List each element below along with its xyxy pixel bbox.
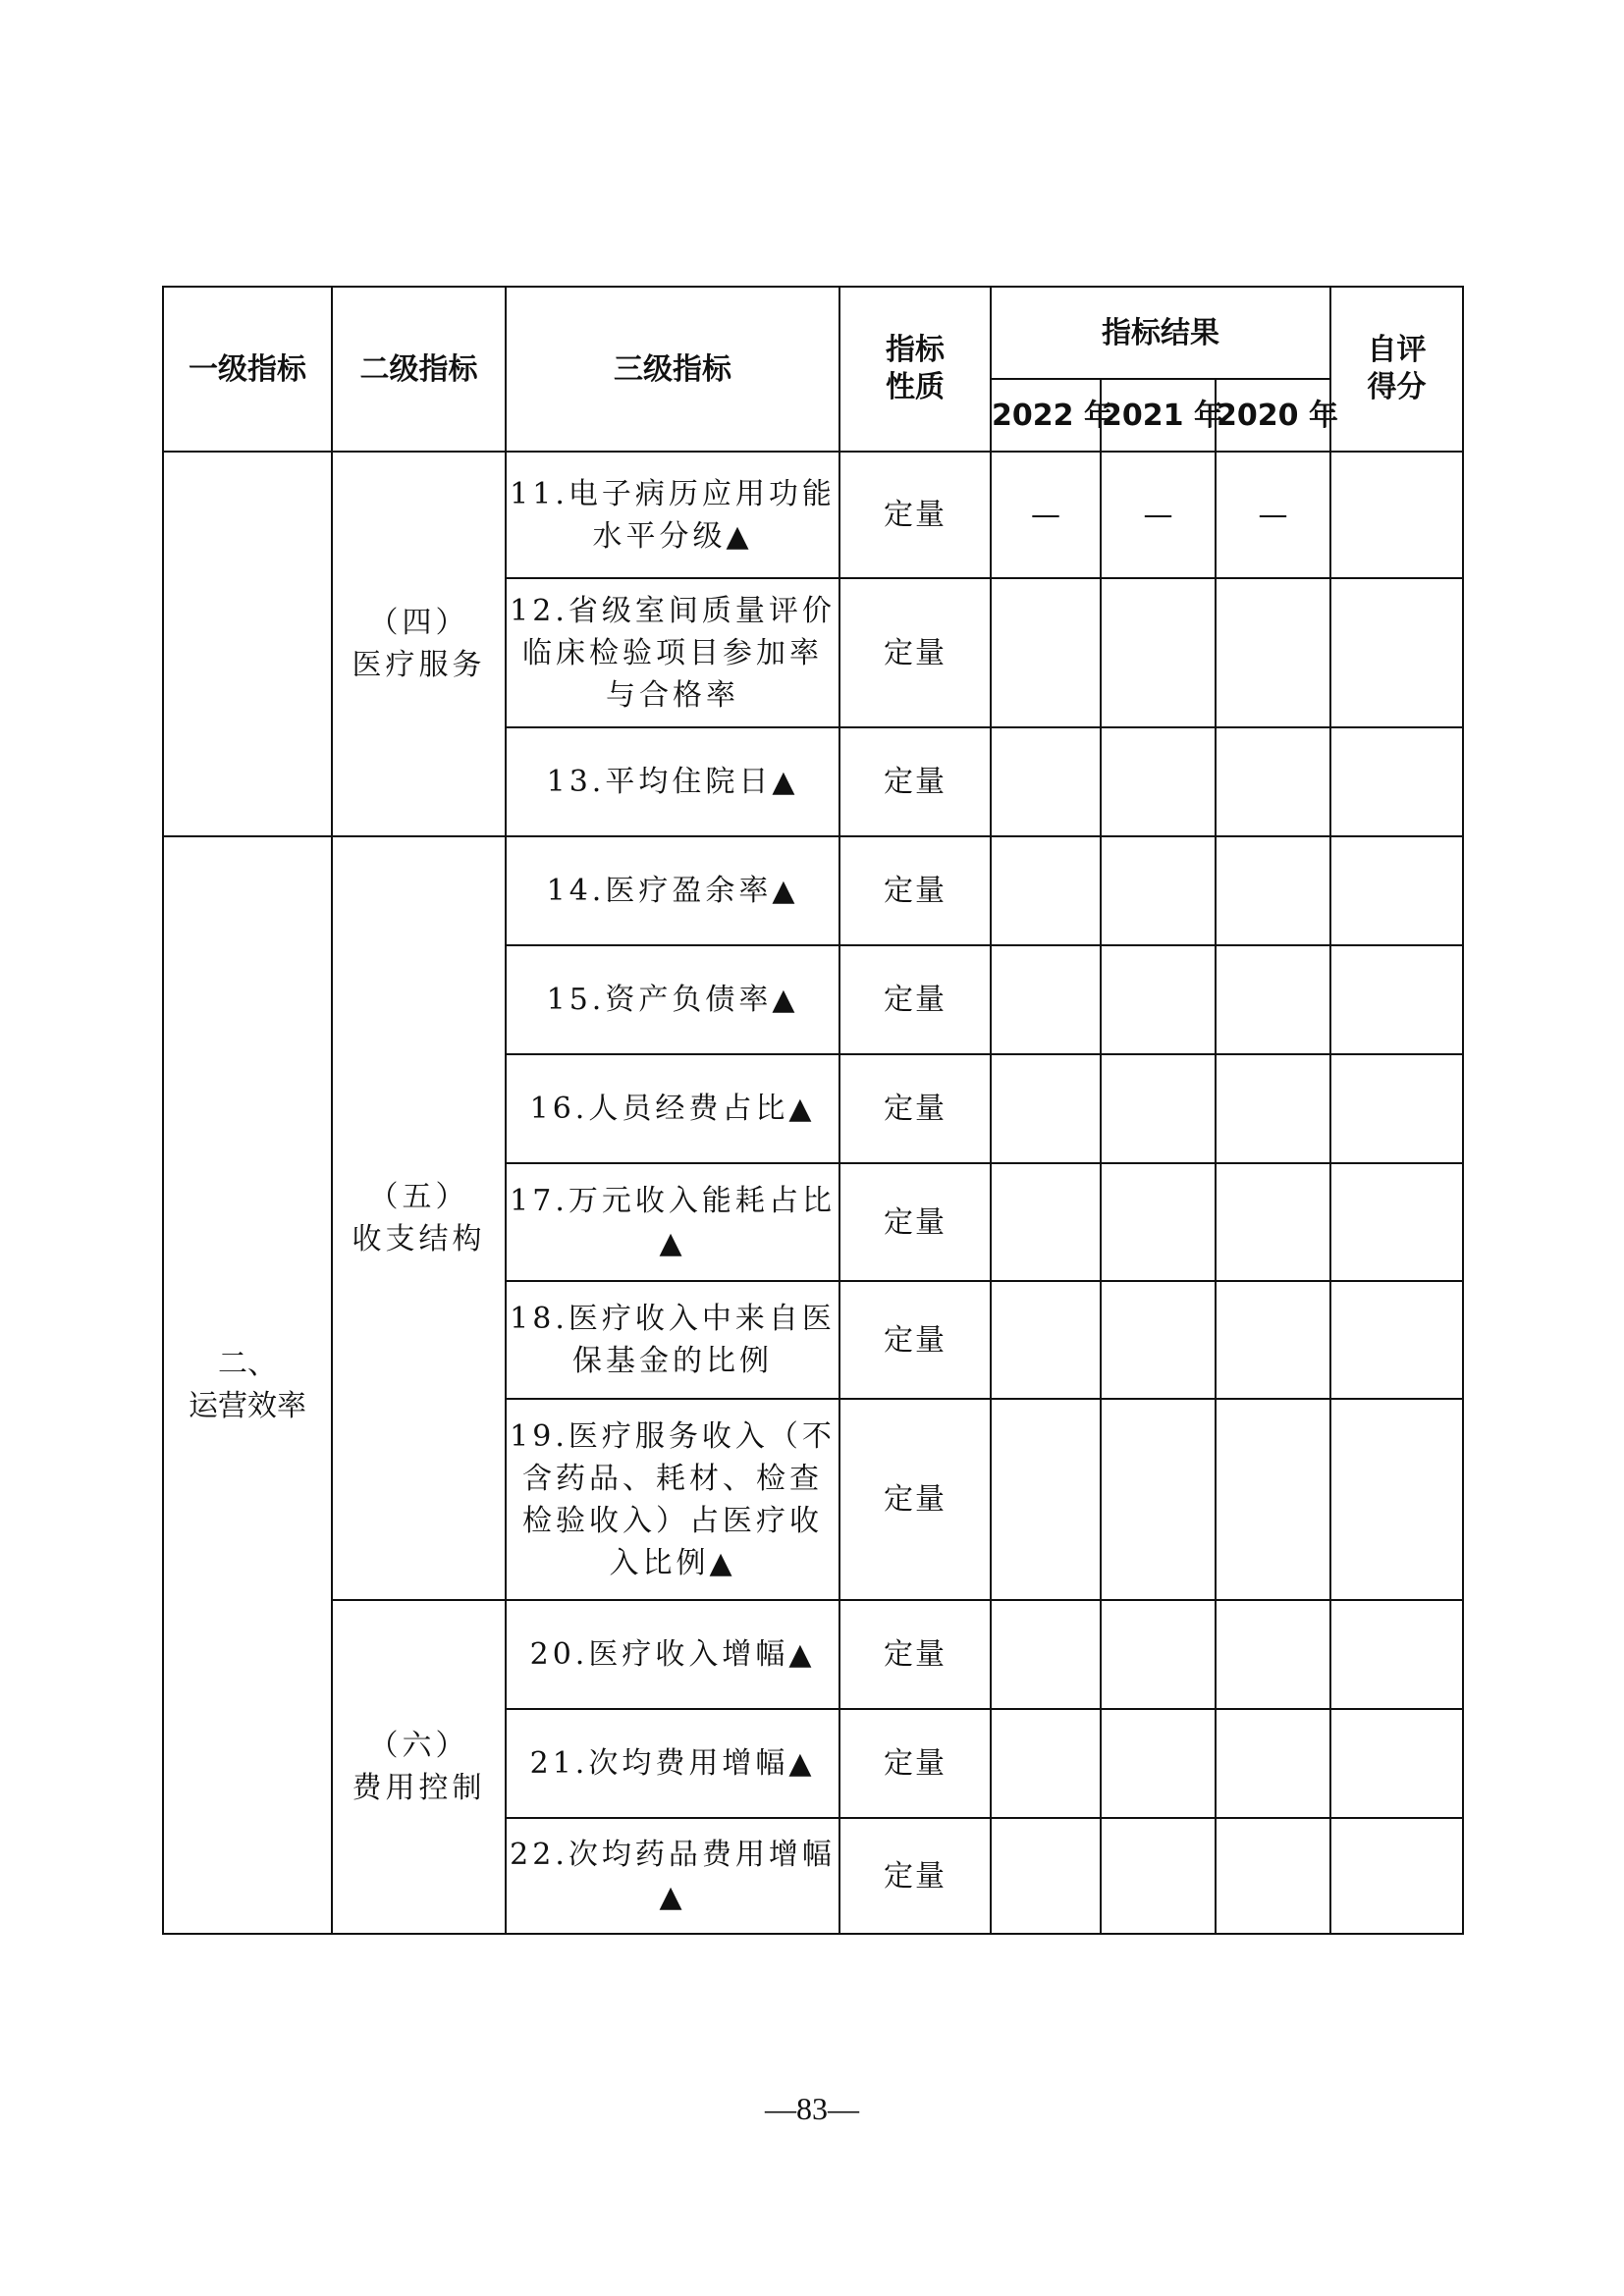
header-self-score-text: 自评得分 <box>1367 333 1427 404</box>
result-2022 <box>991 1281 1101 1399</box>
self-score-cell <box>1330 1281 1463 1399</box>
self-score-cell <box>1330 578 1463 727</box>
result-2022 <box>991 1399 1101 1600</box>
result-2021 <box>1101 1600 1216 1709</box>
self-score-cell <box>1330 1054 1463 1163</box>
result-2022: — <box>991 452 1101 578</box>
level1-number: 二、 <box>218 1347 277 1381</box>
level2-cell <box>332 452 506 836</box>
level3-cell: 22.次均药品费用增幅▲ <box>506 1818 839 1934</box>
nature-cell: 定量 <box>839 452 991 578</box>
nature-cell: 定量 <box>839 1054 991 1163</box>
level3-cell: 19.医疗服务收入（不含药品、耗材、检查检验收入）占医疗收入比例▲ <box>506 1399 839 1600</box>
result-2021 <box>1101 836 1216 945</box>
result-2022 <box>991 1600 1101 1709</box>
result-2022 <box>991 1709 1101 1818</box>
table-row <box>163 1600 1463 1709</box>
nature-cell: 定量 <box>839 945 991 1054</box>
level2-label: 费用控制 <box>352 1771 486 1805</box>
nature-cell: 定量 <box>839 1709 991 1818</box>
result-2020 <box>1216 727 1330 836</box>
result-2020 <box>1216 945 1330 1054</box>
header-nature-text: 指标性质 <box>886 333 945 404</box>
self-score-cell <box>1330 1163 1463 1281</box>
result-2020 <box>1216 1399 1330 1600</box>
page-number: —83— <box>765 2091 859 2126</box>
result-2021 <box>1101 1163 1216 1281</box>
self-score-cell <box>1330 1600 1463 1709</box>
level3-cell: 12.省级室间质量评价临床检验项目参加率与合格率 <box>506 578 839 727</box>
level2-number: （五） <box>368 1180 469 1214</box>
header-level3: 三级指标 <box>506 287 839 452</box>
level3-cell: 17.万元收入能耗占比▲ <box>506 1163 839 1281</box>
level1-cell <box>163 836 332 1934</box>
level3-cell: 20.医疗收入增幅▲ <box>506 1600 839 1709</box>
result-2020 <box>1216 1709 1330 1818</box>
header-nature <box>839 287 991 452</box>
table-row <box>163 836 1463 945</box>
result-2021 <box>1101 1281 1216 1399</box>
level3-cell: 11.电子病历应用功能水平分级▲ <box>506 452 839 578</box>
result-2022 <box>991 1818 1101 1934</box>
result-2020 <box>1216 836 1330 945</box>
level2-cell <box>332 836 506 1600</box>
result-2020 <box>1216 578 1330 727</box>
self-score-cell <box>1330 1818 1463 1934</box>
header-year-2020: 2020 年 <box>1216 379 1330 452</box>
header-year-2022: 2022 年 <box>991 379 1101 452</box>
result-2020 <box>1216 1281 1330 1399</box>
result-2022 <box>991 578 1101 727</box>
level2-label: 医疗服务 <box>352 648 486 682</box>
header-year-2021: 2021 年 <box>1101 379 1216 452</box>
header-self-score <box>1330 287 1463 452</box>
result-2021 <box>1101 578 1216 727</box>
nature-cell: 定量 <box>839 836 991 945</box>
level2-label: 收支结构 <box>352 1222 486 1256</box>
level3-cell: 15.资产负债率▲ <box>506 945 839 1054</box>
level3-cell: 14.医疗盈余率▲ <box>506 836 839 945</box>
result-2022 <box>991 836 1101 945</box>
self-score-cell <box>1330 1709 1463 1818</box>
result-2021 <box>1101 945 1216 1054</box>
header-level1: 一级指标 <box>163 287 332 452</box>
level3-cell: 21.次均费用增幅▲ <box>506 1709 839 1818</box>
nature-cell: 定量 <box>839 1281 991 1399</box>
result-2021 <box>1101 1709 1216 1818</box>
self-score-cell <box>1330 945 1463 1054</box>
nature-cell: 定量 <box>839 727 991 836</box>
result-2022 <box>991 727 1101 836</box>
level3-cell: 18.医疗收入中来自医保基金的比例 <box>506 1281 839 1399</box>
result-2020 <box>1216 1054 1330 1163</box>
result-2020 <box>1216 1818 1330 1934</box>
header-level2: 二级指标 <box>332 287 506 452</box>
result-2022 <box>991 945 1101 1054</box>
result-2020 <box>1216 1163 1330 1281</box>
nature-cell: 定量 <box>839 578 991 727</box>
result-2021 <box>1101 727 1216 836</box>
header-results: 指标结果 <box>991 287 1330 379</box>
level1-label: 运营效率 <box>189 1389 306 1423</box>
result-2021 <box>1101 1054 1216 1163</box>
nature-cell: 定量 <box>839 1818 991 1934</box>
table-row <box>163 452 1463 578</box>
level3-cell: 13.平均住院日▲ <box>506 727 839 836</box>
self-score-cell <box>1330 727 1463 836</box>
self-score-cell <box>1330 836 1463 945</box>
result-2021: — <box>1101 452 1216 578</box>
level1-cell-continued <box>163 452 332 836</box>
self-score-cell <box>1330 452 1463 578</box>
level3-cell: 16.人员经费占比▲ <box>506 1054 839 1163</box>
result-2021 <box>1101 1818 1216 1934</box>
level2-number: （四） <box>368 606 469 640</box>
result-2022 <box>991 1054 1101 1163</box>
result-2022 <box>991 1163 1101 1281</box>
level2-cell <box>332 1600 506 1934</box>
result-2021 <box>1101 1399 1216 1600</box>
result-2020 <box>1216 1600 1330 1709</box>
level2-number: （六） <box>368 1729 469 1763</box>
nature-cell: 定量 <box>839 1399 991 1600</box>
nature-cell: 定量 <box>839 1163 991 1281</box>
nature-cell: 定量 <box>839 1600 991 1709</box>
result-2020: — <box>1216 452 1330 578</box>
self-score-cell <box>1330 1399 1463 1600</box>
indicator-table <box>162 286 1464 1935</box>
